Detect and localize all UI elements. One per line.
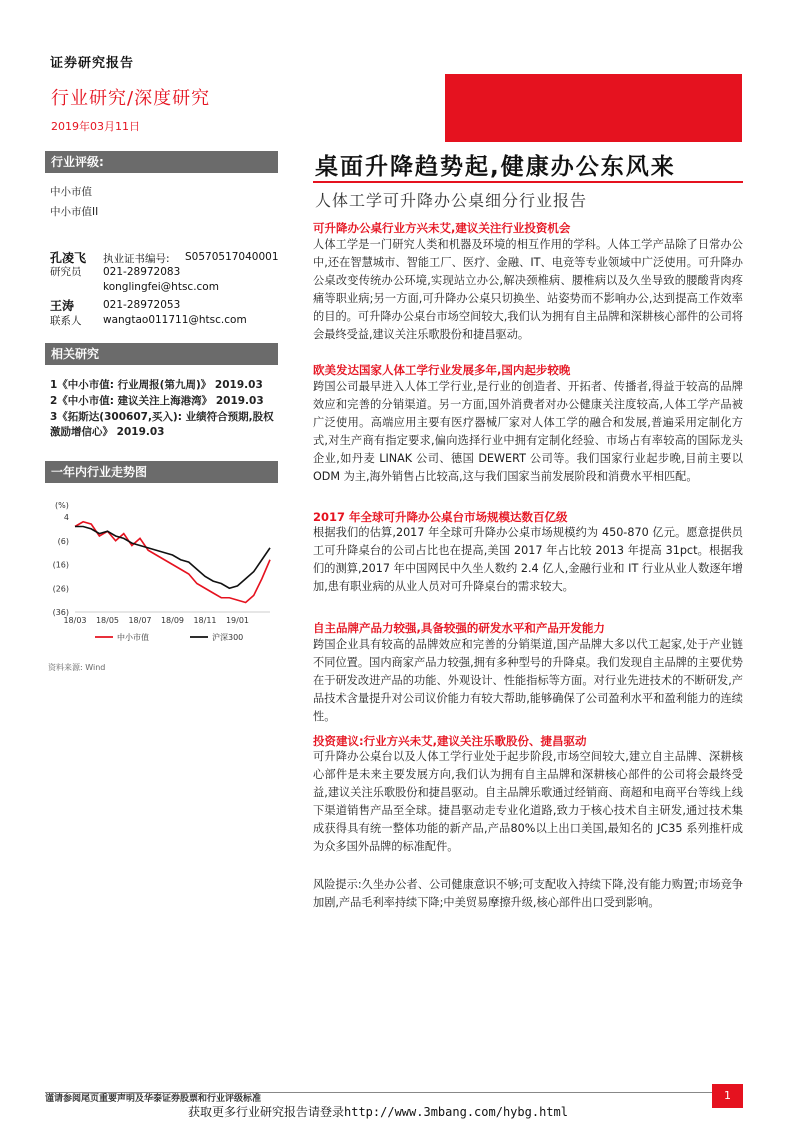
related-report-date: 2019.03 <box>116 426 165 438</box>
x-tick-label: 18/07 <box>128 616 152 625</box>
x-ticks <box>63 616 249 625</box>
legend-label: 沪深300 <box>212 633 244 642</box>
x-tick-label: 18/09 <box>160 616 185 625</box>
y-ticks <box>53 513 69 617</box>
related-report-link[interactable] <box>50 377 280 392</box>
title-divider <box>313 181 743 183</box>
y-tick-label: (36) <box>52 608 69 617</box>
section-heading: 欧美发达国家人体工学行业发展多年,国内起步较晚 <box>313 363 571 377</box>
section-body: 人体工学是一门研究人类和机器及环境的相互作用的学科。人体工学产品除了日常办公中,还在智慧城市、智能工厂、医疗、金融、IT、电竞等专业领域中广泛使用。可升降办公桌改变传统办公环境,实现站立办公,解决颈椎病、腰椎病以及久坐导致的腰酸背肉疼痛等职业病;另一方面,可升降办公桌只切换坐、站姿势而不影响办公,达到提高工作效率的目的。可升降办公桌台市场空间较大,我们认为拥有自主品牌和深耕核心部件的公司将会最终受益,建议关注乐歌股份和捷昌驱动。 <box>313 238 743 341</box>
analyst-email[interactable]: wangtao011711@htsc.com <box>103 314 247 326</box>
section-heading: 2017 年全球可升降办公桌台市场规模达数百亿级 <box>313 510 568 524</box>
footer-link[interactable]: 获取更多行业研究报告请登录http://www.3mbang.com/hybg.html <box>188 1105 568 1119</box>
report-type: 行业研究/深度研究 <box>51 88 211 109</box>
x-tick-label: 18/11 <box>193 616 217 625</box>
series-line <box>75 527 270 589</box>
analyst-role: 研究员 <box>50 266 82 278</box>
chart-section-title: 一年内行业走势图 <box>45 461 278 483</box>
related-report-title: 1《中小市值: 行业周报(第九周)》 <box>50 379 212 391</box>
related-report-date: 2019.03 <box>214 379 263 391</box>
section-heading: 投资建议:行业方兴未艾,建议关注乐歌股份、捷昌驱动 <box>313 734 587 748</box>
series-line <box>75 522 270 603</box>
trend-chart <box>45 497 278 652</box>
analyst-name: 孔凌飞 <box>50 251 87 265</box>
related-report-date: 2019.03 <box>215 395 264 407</box>
section-heading: 自主品牌产品力较强,具备较强的研发水平和产品开发能力 <box>313 621 605 635</box>
section-body: 跨国公司最早进入人体工学行业,是行业的创造者、开拓者、传播者,得益于较高的品牌效应和完善的分销渠道。另一方面,国外消费者对办公健康关注度较高,人体工学产品被广泛使用。高端应用主要有医疗器械厂家对人体工学的融合和发展,普遍采用定制化方式,对生产商有指定要求,偏向选择行业中拥有定制化经验、市场占有率较高的国际龙头企业,如丹麦 LINAK 公司、德国 DEWERT 公司等。我们国家行业起步晚,目前主要以 ODM 为主,海外销售占比较高,这与我们国家当前发展阶段和消费水平相匹配。 <box>313 380 743 483</box>
header-banner-panel <box>45 74 445 142</box>
cert-label: 执业证书编号: <box>103 253 170 265</box>
y-tick-label: (16) <box>52 560 69 570</box>
x-tick-label: 18/03 <box>63 616 87 625</box>
analyst-phone: 021-28972083 <box>103 266 181 278</box>
x-tick-label: 19/01 <box>225 616 250 625</box>
chart-source: 资料来源: Wind <box>48 663 106 672</box>
related-report-title: 3《拓斯达(300607,买入): 业绩符合预期,股权激励增信心》 <box>50 411 274 438</box>
legend <box>95 632 243 642</box>
section-body: 根据我们的估算,2017 年全球可升降办公桌市场规模约为 450-870 亿元。愿意提供员工可升降桌台的公司占比也在提高,美国 2017 年占比较 2013 年提高 31pct。根据我们的测算,2017 年中国网民中久坐人数约 2.4 亿人,金融行业和 IT 行业从业人数逐年增加,患有职业病的从业人员对可升降桌台的需求较大。 <box>313 526 743 593</box>
series-lines <box>75 522 270 603</box>
related-report-link[interactable] <box>50 393 280 408</box>
rating-item: 中小市值II <box>50 206 99 218</box>
page-number: 1 <box>712 1084 743 1108</box>
related-report-link[interactable] <box>50 410 280 440</box>
section-body: 跨国企业具有较高的品牌效应和完善的分销渠道,国产品牌大多以代工起家,处于产业链不同位置。国内商家产品力较强,拥有多种型号的升降桌。我们发现自主品牌的主要优势在于研发改进产品的功能、外观设计、性能指标等方面。对行业先进技术的不断研发,产品技术含量提升对公司议价能力有较大帮助,能够确保了公司盈利水平和盈利能力的连续性。 <box>313 638 743 723</box>
analyst-role: 联系人 <box>50 315 82 327</box>
cert-number: S0570517040001 <box>185 251 279 263</box>
footer-disclaimer: 谨请参阅尾页重要声明及华泰证券股票和行业评级标准 <box>45 1094 262 1104</box>
y-tick-label: 4 <box>63 513 69 522</box>
rating-item: 中小市值 <box>50 186 92 198</box>
rating-section-title: 行业评级: <box>45 151 278 173</box>
report-date: 2019年03月11日 <box>51 120 140 133</box>
header-banner <box>45 74 742 142</box>
section-body: 可升降办公桌台以及人体工学行业处于起步阶段,市场空间较大,建立自主品牌、深耕核心部件是未来主要发展方向,我们认为拥有自主品牌和深耕核心部件的公司将会最终受益,建议关注乐歌股份和捷昌驱动。自主品牌乐歌通过经销商、商超和电商平台等线上线下渠道销售产品至全球。捷昌驱动走专业化道路,致力于核心技术自主研发,通过技术集成获得具有统一整体功能的新产品,产品80%以上出口美国,最知名的 JC35 系列推杆成为众多国外品牌的标准配件。 <box>313 750 743 853</box>
y-tick-label: (6) <box>57 536 69 546</box>
legend-label: 中小市值 <box>117 633 149 642</box>
risk-warning: 风险提示:久坐办公者、公司健康意识不够;可支配收入持续下降,没有能力购置;市场竞争加剧,产品毛利率持续下降;中美贸易摩擦升级,核心部件出口受到影响。 <box>313 878 743 909</box>
y-axis-label: (%) <box>55 501 69 510</box>
related-report-title: 2《中小市值: 建议关注上海港湾》 <box>50 395 213 407</box>
brand-label: 证券研究报告 <box>50 56 135 71</box>
analyst-email[interactable]: konglingfei@htsc.com <box>103 281 219 293</box>
page-subtitle: 人体工学可升降办公桌细分行业报告 <box>315 191 588 210</box>
analyst-phone: 021-28972053 <box>103 299 181 311</box>
page-title: 桌面升降趋势起,健康办公东风来 <box>315 154 676 180</box>
analyst-name: 王涛 <box>50 299 75 313</box>
y-tick-label: (26) <box>52 584 69 594</box>
related-section-title: 相关研究 <box>45 343 278 365</box>
section-heading: 可升降办公桌行业方兴未艾,建议关注行业投资机会 <box>313 221 571 235</box>
x-tick-label: 18/05 <box>95 616 120 625</box>
